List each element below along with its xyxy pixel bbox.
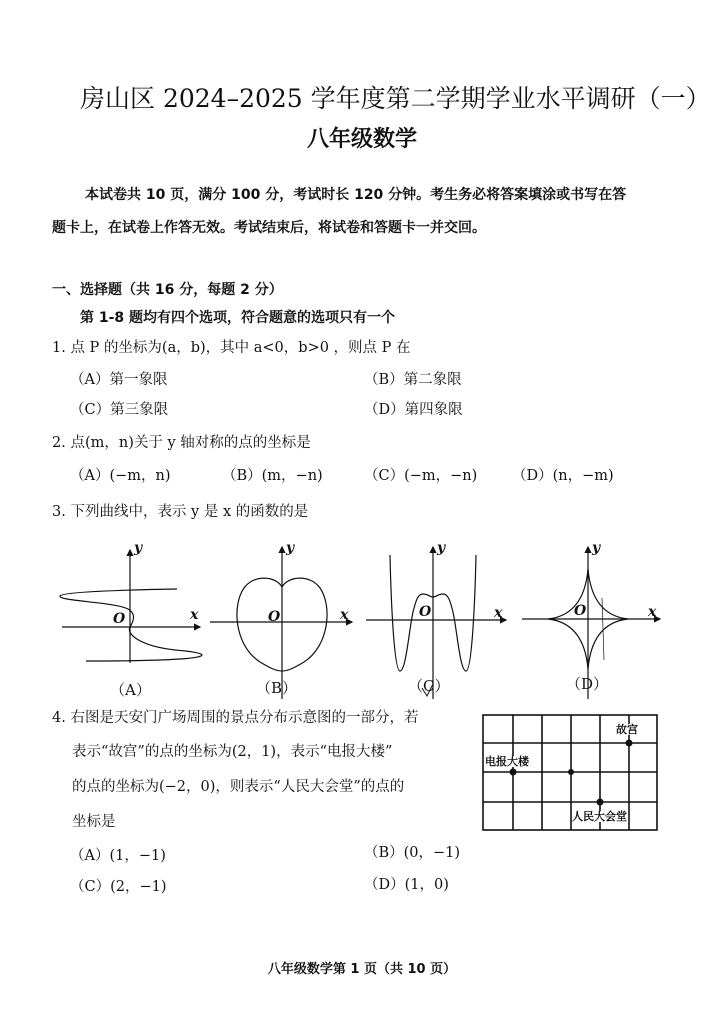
map-label-gugong: 故宫 — [616, 723, 638, 736]
q1-option-a: （A）第一象限 — [70, 372, 168, 388]
section-heading: 一、选择题（共 16 分，每题 2 分） — [52, 282, 283, 298]
exam-subtitle: 八年级数学 — [306, 126, 417, 152]
graph-a — [60, 550, 202, 663]
graph-d-y-label: y — [592, 540, 601, 556]
graph-a-x-label: x — [190, 607, 199, 623]
question-4-stem-line-2: 表示“故宫”的点的坐标为(2，1)，表示“电报大楼” — [72, 744, 393, 760]
graph-a-label: （A） — [110, 681, 151, 699]
q2-option-a: （A）(−m，n) — [70, 468, 171, 484]
q1-option-c: （C）第三象限 — [70, 402, 169, 418]
q4-option-b: （B）(0，−1) — [364, 845, 461, 861]
graph-d-x-label: x — [648, 604, 657, 620]
graph-b-x-label: x — [340, 607, 349, 623]
map-point-origin — [568, 769, 574, 775]
map-point-great-hall — [597, 799, 604, 806]
graph-a-y-label: y — [134, 540, 143, 556]
question-4-stem-line-3: 的点的坐标为(−2，0)，则表示“人民大会堂”的点的 — [72, 779, 405, 795]
graph-b-origin-label: O — [268, 609, 281, 625]
map-label-telegraph-building: 电报大楼 — [485, 755, 529, 768]
question-1-stem: 1. 点 P 的坐标为(a，b)，其中 a<0，b>0 ，则点 P 在 — [52, 340, 411, 356]
page-footer: 八年级数学第 1 页（共 10 页） — [267, 962, 457, 977]
question-4-stem-line-1: 4. 右图是天安门广场周围的景点分布示意图的一部分，若 — [52, 710, 419, 726]
intro-line-1: 本试卷共 10 页，满分 100 分，考试时长 120 分钟。考生务必将答案填涂或书写在答 — [85, 187, 627, 203]
q4-option-c: （C）(2，−1) — [70, 879, 167, 895]
graph-a-curve — [60, 589, 202, 661]
q2-option-b: （B）(m，−n) — [222, 468, 323, 484]
graph-c-origin-label: O — [419, 604, 432, 620]
graph-c-y-label: y — [437, 540, 446, 556]
graph-d-label: （D） — [566, 675, 609, 693]
q2-option-c: （C）(−m，−n) — [364, 468, 478, 484]
graph-a-origin-label: O — [113, 611, 126, 627]
graph-c-label: （C） — [408, 677, 450, 695]
graph-c-x-label: x — [494, 605, 503, 621]
question-2-stem: 2. 点(m，n)关于 y 轴对称的点的坐标是 — [52, 435, 311, 451]
map-label-great-hall: 人民大会堂 — [572, 810, 627, 823]
map-point-telegraph-building — [510, 769, 517, 776]
graph-b — [210, 547, 352, 699]
intro-line-2: 题卡上，在试卷上作答无效。考试结束后，将试卷和答题卡一并交回。 — [52, 220, 486, 236]
q4-option-d: （D）(1，0) — [364, 877, 449, 893]
exam-title: 房山区 2024–2025 学年度第二学期学业水平调研（一） — [80, 84, 711, 113]
question-3-stem: 3. 下列曲线中，表示 y 是 x 的函数的是 — [52, 504, 309, 520]
graph-b-label: （B） — [256, 679, 298, 697]
q1-option-d: （D）第四象限 — [364, 402, 463, 418]
q4-option-a: （A）(1，−1) — [70, 848, 166, 864]
section-instruction: 第 1-8 题均有四个选项，符合题意的选项只有一个 — [80, 310, 396, 326]
map-point-gugong — [626, 740, 633, 747]
q2-option-d: （D）(n，−m) — [512, 468, 614, 484]
graph-b-y-label: y — [286, 540, 295, 556]
q1-option-b: （B）第二象限 — [364, 372, 462, 388]
question-4-stem-line-4: 坐标是 — [72, 814, 116, 830]
graph-d-origin-label: O — [574, 603, 587, 619]
